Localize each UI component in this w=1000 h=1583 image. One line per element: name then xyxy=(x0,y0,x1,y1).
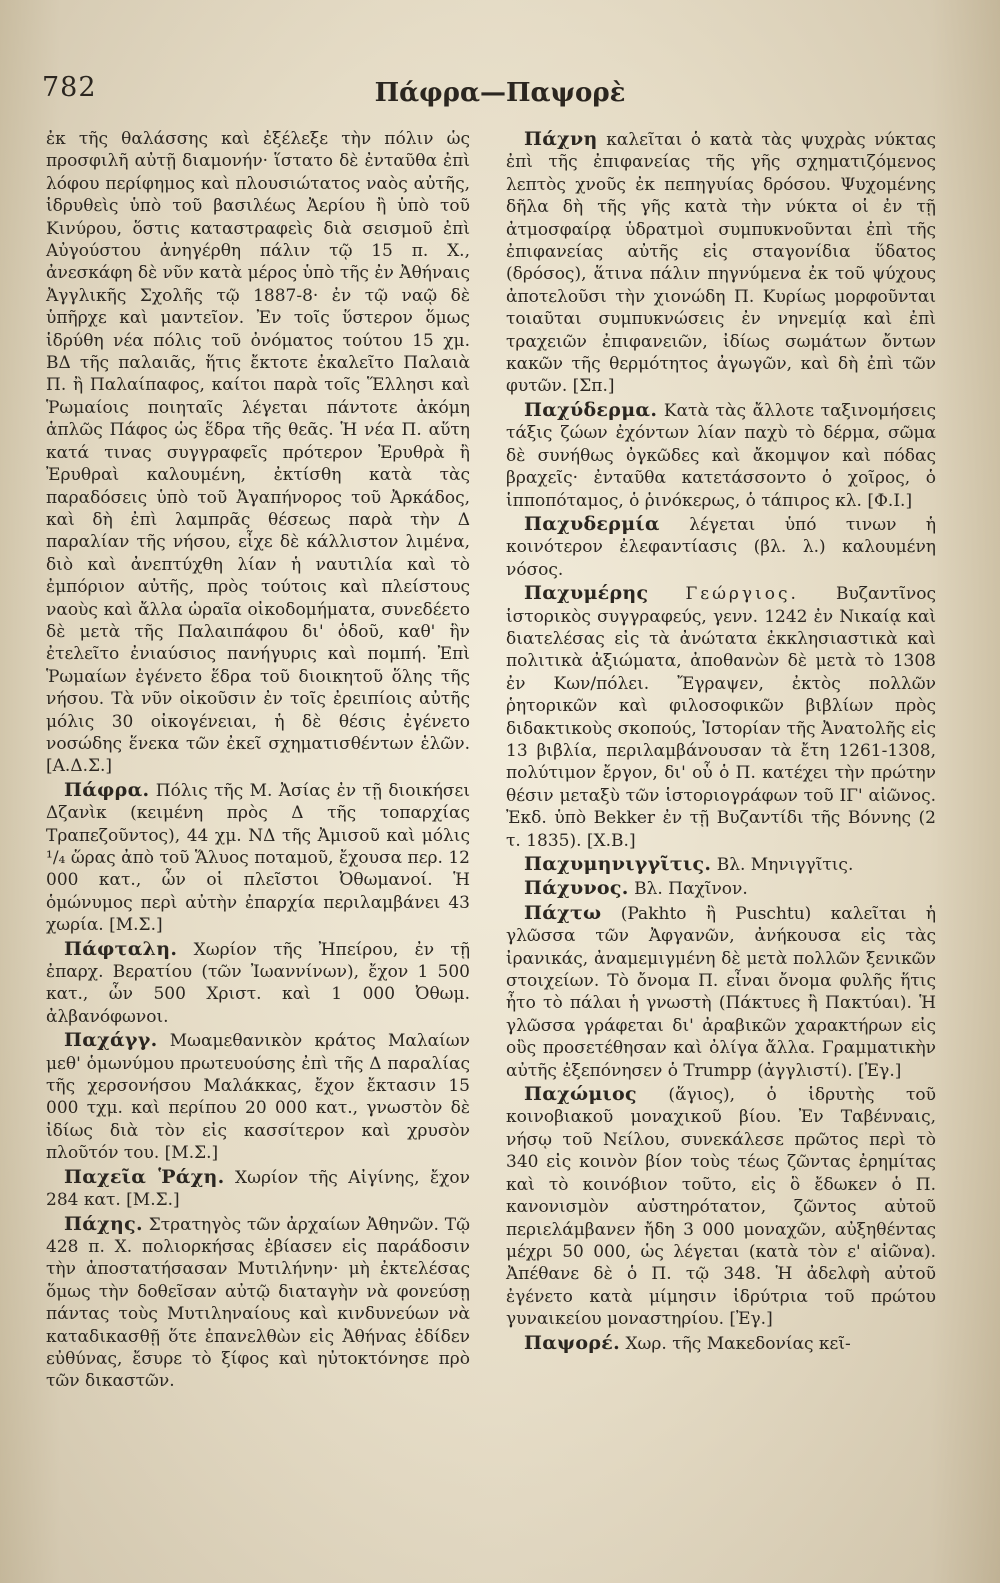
entry-pachymeningitis xyxy=(506,853,936,876)
subhead: Γεώργιος. xyxy=(685,584,799,605)
entry-pachni xyxy=(506,128,936,398)
page-number: 782 xyxy=(42,72,97,103)
entry-text: Πόλις τῆς Μ. Ἀσίας ἐν τῇ διοικήσει Δζανὶκ (κειμένη πρὸς Δ τῆς τοπαρχίας Τραπεζοῦντος), 44 χμ. ΝΔ τῆς Ἀμισοῦ καὶ μόλις ¹/₄ ὥρας ἀπὸ τοῦ Ἅλυος ποταμοῦ, ἔχουσα περ. 12 000 κατ., ὧν οἱ πλεῖστοι Ὀθωμανοί. Ἡ ὁμώνυμος περὶ αὐτὴν ἐπαρχία περιλαμβάνει 43 χωρία. [Μ.Σ.] xyxy=(46,780,471,936)
entry-text: Στρατηγὸς τῶν ἀρχαίων Ἀθηνῶν. Τῷ 428 π. Χ. πολιορκήσας ἐβίασεν εἰς παράδοσιν τὴν ἀποστατήσασαν Μυτιλήνην· μὴ ἐκτελέσας ὅμως τὴν δοθεῖσαν αὐτῷ διαταγὴν νὰ φονεύσῃ πάντας τοὺς Μυτιληναίους καὶ κινδυνεύων νὰ καταδικασθῇ ὅτε ἐπανελθὼν εἰς Ἀθήνας ἐδίδεν εὐθύνας, ἔσυρε τὸ ξίφος καὶ ηὐτοκτόνησε πρὸ τῶν δικαστῶν. xyxy=(46,1214,470,1392)
headword: Πάχης. xyxy=(64,1212,143,1235)
left-column xyxy=(46,128,470,1394)
headword: Πάφταλη. xyxy=(64,937,178,960)
entry-pachynos xyxy=(506,877,936,900)
entry-pahang xyxy=(46,1029,470,1164)
headword: Πάχυνος. xyxy=(524,877,629,900)
entry-pachomios xyxy=(506,1083,936,1330)
entry-text: ἐκ τῆς θαλάσσης καὶ ἐξέλεξε τὴν πόλιν ὡς προσφιλῆ αὐτῇ διαμονήν· ἵστατο δὲ ἐνταῦθα ἐπὶ λόφου περίφημος καὶ πλουσιώτατος ναὸς αὐτῆς, ἱδρυθεὶς ὑπὸ τοῦ βασιλέως Ἀερίου ἢ ὑπὸ τοῦ Κινύρου, ὅστις καταστραφεὶς διὰ σεισμοῦ ἐπὶ Αὐγούστου ἀνηγέρθη πάλιν τῷ 15 π. Χ., ἀνεσκάφη δὲ νῦν κατὰ μέρος ὑπὸ τῆς ἐν Ἀθήναις Ἀγγλικῆς Σχολῆς τῷ 1887-8· ἐν τῷ ναῷ δὲ ὑπῆρχε καὶ μαντεῖον. Ἐν τοῖς ὕστερον ὅμως ἱδρύθη νέα πόλις τοῦ ὀνόματος τούτου 15 χμ. ΒΔ τῆς παλαιᾶς, ἥτις ἔκτοτε ἐκαλεῖτο Παλαιὰ Π. ἢ Παλαίπαφος, καίτοι παρὰ τοῖς Ἕλλησι καὶ Ῥωμαίοις ποιηταῖς λέγεται πάντοτε ἀκόμη ἁπλῶς Πάφος ὡς ἕδρα τῆς θεᾶς. Ἡ νέα Π. αὕτη κατά τινας συγγραφεῖς πρότερον Ἐρυθρὰ ἢ Ἐρυθραὶ καλουμένη, ἐκτίσθη κατὰ τὰς παραδόσεις ὑπὸ τοῦ Ἀγαπήνορος τοῦ Ἀρκάδος, καὶ δὴ ἐπὶ λαμπρᾶς θέσεως παρὰ τὴν Δ παραλίαν τῆς νήσου, εἶχε δὲ κάλλιστον λιμένα, διὸ καὶ ἀνεπτύχθη λίαν ἡ ναυτιλία καὶ τὸ ἐμπόριον αὐτῆς, πρὸς τούτοις καὶ πλείστους ναοὺς καὶ ἄλλα ὡραῖα οἰκοδομήματα, συνεδέετο δὲ μετὰ τῆς Παλαιπάφου δι' ὁδοῦ, καθ' ἣν ἐτελεῖτο ἐνιαύσιος πανήγυρις καὶ πομπή. Ἐπὶ Ῥωμαίων ἐγένετο ἕδρα τοῦ διοικητοῦ ὅλης τῆς νήσου. Τὰ νῦν οἰκοῦσιν ἐν τοῖς ἐρειπίοις αὐτῆς μόλις 30 οἰκογένειαι, ἡ δὲ θέσις ἐγένετο νοσώδης ἕνεκα τῶν ἐκεῖ σχηματισθέντων ἑλῶν. [Α.Δ.Σ.] xyxy=(46,129,470,777)
headword: Παχυμηνιγγῖτις. xyxy=(524,853,712,875)
entry-paftali xyxy=(46,938,470,1029)
headword: Παχυμέρης xyxy=(524,582,649,605)
headword: Παχώμιος xyxy=(524,1083,637,1106)
entry-papsore xyxy=(506,1332,936,1355)
entry-text: καλεῖται ὁ κατὰ τὰς ψυχρὰς νύκτας ἐπὶ τῆς ἐπιφανείας τῆς γῆς σχηματιζόμενος λεπτὸς χνοῦς ἐκ πεπηγυίας δρόσου. Ψυχομένης δῆλα δὴ τῆς γῆς κατὰ τὴν νύκτα οἱ ἐν τῇ ἀτμοσφαίρᾳ ὑδρατμοὶ συμπυκνοῦνται ἐπὶ τῆς ἐπιφανείας αὐτῆς εἰς σταγονίδια ὕδατος (δρόσος), ἅτινα πάλιν πηγνύμενα ἐκ τοῦ ψύχους ἀποτελοῦσι τὴν χιονώδη Π. Κυρίως μορφοῦνται τοιαῦται συμπυκνώσεις ἐν νηνεμίᾳ καὶ ἐπὶ τραχειῶν ἐπιφανειῶν, ἰδίως σωμάτων ὄντων κακῶν τῆς θερμότητος ἀγωγῶν, καὶ δὴ ἐπὶ τῶν φυτῶν. [Σπ.] xyxy=(506,130,937,397)
entry-text: (Pakhto ἢ Puschtu) καλεῖται ἡ γλῶσσα τῶν Ἀφγανῶν, ἀνήκουσα εἰς τὰς ἰρανικάς, ἀναμεμιγμένη δὲ μετὰ πολλῶν ξενικῶν στοιχείων. Τὸ ὄνομα Π. εἶναι ὄνομα φυλῆς ἥτις ἦτο τὸ πάλαι ἡ γνωστὴ (Πάκτυες ἢ Πακτύαι). Ἡ γλῶσσα γράφεται δι' ἀραβικῶν χαρακτήρων εἰς οὓς προσετέθησαν καὶ ὀλίγα ἄλλα. Γραμματικὴν αὐτῆς ἐξεπόνησεν ὁ Trumpp (ἀγγλιστί). [Ἐγ.] xyxy=(506,903,937,1081)
entry-text: Βλ. Μηνιγγῖτις. xyxy=(716,855,854,875)
entry-text: Βυζαντῖνος ἱστορικὸς συγγραφεύς, γενν. 1242 ἐν Νικαίᾳ καὶ διατελέσας εἰς τὰ ἀνώτατα ἐκκλησιαστικὰ καὶ πολιτικὰ ἀξιώματα, ἀποθανὼν δὲ μετὰ τὸ 1308 ἐν Κων/πόλει. Ἔγραψεν, ἐκτὸς πολλῶν ῥητορικῶν καὶ φιλοσοφικῶν βιβλίων πρὸς διδακτικοὺς σκοπούς, Ἱστορίαν τῆς Ἀνατολῆς εἰς 13 βιβλία, περιλαμβάνουσαν τὰ ἔτη 1261-1308, πολύτιμον ἔργον, δι' οὗ ὁ Π. κατέχει τὴν πρώτην θέσιν μεταξὺ τῶν ἱστοριογράφων τοῦ ΙΓ' αἰῶνος. Ἐκδ. ὑπὸ Bekker ἐν τῇ Βυζαντίδι τῆς Βόννης (2 τ. 1835). [Χ.Β.] xyxy=(506,584,936,851)
entry-pafra xyxy=(46,779,470,937)
headword: Πάφρα. xyxy=(64,778,150,801)
entry-text: Βλ. Παχῖνον. xyxy=(634,879,748,900)
headword: Πάχτω xyxy=(524,901,602,924)
entry-continuation xyxy=(46,128,470,778)
entry-pachymeres xyxy=(506,582,936,852)
headword: Παχεῖα Ῥάχη. xyxy=(64,1165,225,1188)
entry-pacheia-rachi xyxy=(46,1166,470,1212)
entry-text: Χωρίον τῆς Αἰγίνης, ἔχον 284 κατ. [Μ.Σ.] xyxy=(46,1167,470,1211)
headword: Πάχνη xyxy=(524,128,598,150)
entry-paches xyxy=(46,1213,470,1393)
headword: Παχύδερμα. xyxy=(524,398,658,421)
headword: Παχυδερμία xyxy=(524,512,660,535)
entry-pachydermia xyxy=(506,513,936,581)
entry-text: Κατὰ τὰς ἄλλοτε ταξινομήσεις τάξις ζώων ἐχόντων λίαν παχὺ τὸ δέρμα, σῶμα δὲ συνήθως ὀγκῶδες καὶ ἄκομψον καὶ πόδας βραχεῖς· ἐνταῦθα κατετάσσοντο ὁ χοῖρος, ὁ ἱπποπόταμος, ὁ ῥινόκερως, ὁ τάπιρος κλ. [Φ.Ι.] xyxy=(506,400,936,511)
entry-text: Χωρίον τῆς Ἠπείρου, ἐν τῇ ἐπαρχ. Βερατίου (τῶν Ἰωαννίνων), ἔχον 1 500 κατ., ὧν 500 Χριστ. καὶ 1 000 Ὀθωμ. ἀλβανόφωνοι. xyxy=(46,939,471,1027)
headword: Παψορέ. xyxy=(524,1331,621,1354)
headword: Παχάγγ. xyxy=(64,1029,158,1052)
right-column xyxy=(506,128,936,1356)
entry-text: Χωρ. τῆς Μακεδονίας κεῖ- xyxy=(625,1333,851,1354)
entry-text: Μωαμεθανικὸν κράτος Μαλαίων μεθ' ὁμωνύμου πρωτευούσης ἐπὶ τῆς Δ παραλίας τῆς χερσονήσου Μαλάκκας, ἔχον ἔκτασιν 15 000 τχμ. καὶ περίπου 20 000 κατ., γνωστὸν δὲ ἰδίως διὰ τὸν εἰς κασσίτερον καὶ χρυσὸν πλοῦτόν του. [Μ.Σ.] xyxy=(46,1031,470,1164)
entry-text: λέγεται ὑπό τινων ἡ κοινότερον ἐλεφαντίασις (βλ. λ.) καλουμένη νόσος. xyxy=(506,514,936,580)
entry-pachyderma xyxy=(506,399,936,512)
running-title: Πάφρα—Παψορὲ xyxy=(374,78,626,108)
entry-pachto xyxy=(506,902,936,1082)
entry-text: (ἅγιος), ὁ ἱδρυτὴς τοῦ κοινοβιακοῦ μοναχικοῦ βίου. Ἐν Ταβένναις, νήσῳ τοῦ Νείλου, συνεκάλεσε πρῶτος περὶ τὸ 340 εἰς κοινὸν βίον τοὺς τέως ζῶντας ἐρημίτας καὶ τὸ κοινόβιον τοῦτο, εἰς ὃ ἔδωκεν ὁ Π. κανονισμὸν αὐστηρότατον, ζῶντος αὐτοῦ περιελάμβανεν ἤδη 3 000 μοναχῶν, αὐξηθέντας μέχρι 50 000, ὡς λέγεται (κατὰ τὸν ε' αἰῶνα). Ἀπέθανε δὲ ὁ Π. τῷ 348. Ἡ ἀδελφὴ αὐτοῦ ἐγένετο κατὰ μίμησιν ἱδρύτρια τοῦ πρώτου γυναικείου μοναστηρίου. [Ἐγ.] xyxy=(506,1085,936,1330)
